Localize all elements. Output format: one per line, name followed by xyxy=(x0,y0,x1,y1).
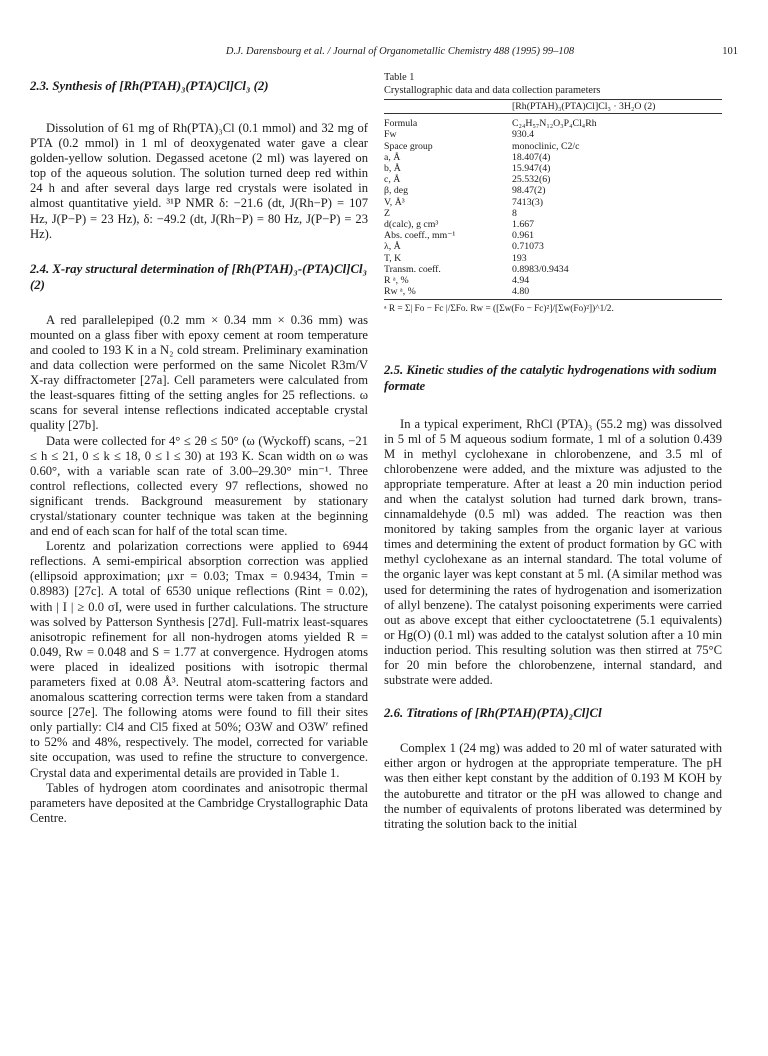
table-cell-label: a, Å xyxy=(384,151,401,163)
table-cell-label: Rw ᵃ, % xyxy=(384,286,416,298)
table-row xyxy=(384,129,722,140)
table-cell-label: Transm. coeff. xyxy=(384,263,441,275)
table-cell-value: C₂₄H₅₇N₁₂O₃P₄Cl₄Rh xyxy=(512,118,597,130)
table-cell-value: monoclinic, C2/c xyxy=(512,140,580,152)
table-cell-label: c, Å xyxy=(384,174,401,186)
table-cell-value: 0.71073 xyxy=(512,241,544,253)
section-2-5-heading: 2.5. Kinetic studies of the catalytic hydrogenations with sodium formate xyxy=(384,362,717,393)
section-2-5-paragraph: In a typical experiment, RhCl (PTA)₃ (55.2 mg) was dissolved in 5 ml of 5 M aqueous sodium formate, 1 ml of a solution 0.439 M in methyl cyclohexane in chlorobenzene, and 3.5 ml of chlorobenzene were added, and the mixture was adjusted to the appropriate temperature. After at least a 20 min induction period and when the catalyst solution had turned dark brown, trans-cinnamaldehyde (0.5 ml) was added. The reaction was then monitored by taking samples from the organic layer at various times and determining the extent of product formation by GC with methyl cyclohexane as an internal standard. The total volume of the organic layer was kept constant at 5 ml. (A similar method was used for determining the rates of hydrogenation and isomerization of allyl benzene). The catalyst poisoning experiments were carried out as above except that either cyclooctatetrene (5.1 equivalents) or Hg(O) (0.1 ml) was added to the catalyst solution after a 10 min induction period. This resulting solution was then stirred at 75°C for 20 min before the chlorobenzene, internal standard, and substrate were added. xyxy=(384,416,722,688)
table-cell-value: 0.8983/0.9434 xyxy=(512,263,569,275)
table-row xyxy=(384,174,722,185)
table-row xyxy=(384,275,722,286)
table-cell-value: 25.532(6) xyxy=(512,174,551,186)
section-2-3-heading: 2.3. Synthesis of [Rh(PTAH)₃(PTA)Cl]Cl₃ (2) xyxy=(30,79,269,93)
section-2-4-paragraph-2: Data were collected for 4° ≤ 2θ ≤ 50° (ω (Wyckoff) scans, −21 ≤ h ≤ 21, 0 ≤ k ≤ 18, 0 ≤ l ≤ 30) at 193 K. Scan width on ω was 0.60°, with a variable scan rate of 3.00–29.30° min⁻¹. Three control reflections, collected every 97 reflections, showed no significant trends. Background measurement by stationary crystal/stationary counter technique was taken at the beginning and end of each scan for half of the total scan time. xyxy=(30,433,368,539)
table-cell-label: Space group xyxy=(384,140,433,152)
table-cell-label: Formula xyxy=(384,118,418,130)
section-2-6-heading: 2.6. Titrations of [Rh(PTAH)(PTA)₂Cl]Cl xyxy=(384,706,602,721)
table-header-blank xyxy=(384,100,512,114)
section-2-4-paragraph-4: Tables of hydrogen atom coordinates and anisotropic thermal parameters have deposited at the Cambridge Crystallographic Data Centre. xyxy=(30,780,368,825)
table-cell-label: Z xyxy=(384,207,390,219)
table-row xyxy=(384,163,722,174)
table-cell-label: d(calc), g cm³ xyxy=(384,219,439,231)
table-row xyxy=(384,141,722,152)
table-cell-value: 193 xyxy=(512,252,527,264)
running-head: D.J. Darensbourg et al. / Journal of Organometallic Chemistry 488 (1995) 99–108 xyxy=(225,46,575,57)
table-cell-value: 930.4 xyxy=(512,129,535,141)
table-row xyxy=(384,286,722,299)
table-row xyxy=(384,264,722,275)
section-2-4-paragraph-3: Lorentz and polarization corrections were applied to 6944 reflections. A semi-empirical absorption correction was applied (ellipsoid approximation; μxr = 0.03; Tmax = 0.9434, Tmin = 0.8983) [27c]. A total of 6530 unique reflections (Rint = 0.02), with | I | ≥ 0.0 σI, were used in further calculations. The structure was solved by Patterson Synthesis [27d]. Full-matrix least-squares anisotropic refinement for all non-hydrogen atoms yielded R = 0.049, Rw = 0.048 and S = 1.77 at convergence. Hydrogen atoms were placed in idealized positions with isotropic thermal parameters fixed at 0.08 Å³. Neutral atom-scattering factors and anomalous scattering correction terms were taken from a standard source [27e]. The following atoms were found to fill their sites only partially: Cl4 and Cl5 fixed at 50%; O3W and O3W′ refined to 52% and 48%, respectively. The model, corrected for variable site occupation, was used to refine the structure to convergence. Crystal data and experimental details are provided in Table 1. xyxy=(30,539,368,780)
table-cell-label: Abs. coeff., mm⁻¹ xyxy=(384,230,456,242)
table-row xyxy=(384,241,722,252)
table-row xyxy=(384,253,722,264)
table-cell-label: β, deg xyxy=(384,185,409,197)
table-cell-value: 98.47(2) xyxy=(512,185,546,197)
right-column xyxy=(384,72,722,832)
table-cell-label: R ᵃ, % xyxy=(384,275,409,287)
page-number: 101 xyxy=(722,46,738,57)
table-cell-value: 18.407(4) xyxy=(512,151,551,163)
table-column-header: [Rh(PTAH)₃(PTA)Cl]Cl₃ · 3H₂O (2) xyxy=(512,100,722,114)
table-cell-label: V, Å³ xyxy=(384,196,405,208)
section-2-4-paragraph-1: A red parallelepiped (0.2 mm × 0.34 mm × 0.36 mm) was mounted on a glass fiber with epoxy cement at room temperature and cooled to 193 K in a N₂ cold stream. Preliminary examination and data collection were performed on the same Nicolet R3m/V X-ray diffractometer [27a]. Cell parameters were calculated from the least-squares fitting of the setting angles for 25 reflections. ω scans for several intense reflections indicated acceptable crystal quality [27b]. xyxy=(30,312,368,433)
section-2-4-heading: 2.4. X-ray structural determination of [Rh(PTAH)₃-(PTA)Cl]Cl₃ (2) xyxy=(30,261,368,292)
table-1-label: Table 1 xyxy=(384,72,415,83)
section-2-3-paragraph: Dissolution of 61 mg of Rh(PTA)₃Cl (0.1 mmol) and 32 mg of PTA (0.2 mmol) in 1 ml of deoxygenated water gave a clear golden-yellow solution. Degassed acetone (2 ml) was layered on top of the aqueous solution. The solution turned deep red within 24 h and after several days large red crystals were isolated in almost quantitative yield. ³¹P NMR δ: −21.6 (dt, J(Rh−P) = 107 Hz, J(P−P) = 23 Hz), δ: −49.2 (dt, J(Rh−P) = 80 Hz, J(P−P) = 23 Hz). xyxy=(30,121,368,241)
table-1-caption: Crystallographic data and data collection parameters xyxy=(384,84,601,96)
table-1-footnote: ᵃ R = Σ| Fo − Fc |/ΣFo. Rw = ([Σw(Fo − Fc)²]/[Σw(Fo)²])^1/2. xyxy=(384,299,722,317)
table-cell-value: 4.80 xyxy=(512,286,530,298)
table-1 xyxy=(384,99,722,299)
table-row xyxy=(384,197,722,208)
section-2-6-paragraph: Complex 1 (24 mg) was added to 20 ml of water saturated with either argon or hydrogen at the appropriate temperature. The pH was then either kept constant by the addition of 0.193 M KOH by the autoburette and titrator or the pH was allowed to change and the number of equivalents of protons liberated was determined by titrating the solution back to the initial xyxy=(384,741,722,831)
table-cell-value: 4.94 xyxy=(512,275,530,287)
table-row xyxy=(384,219,722,230)
table-cell-label: λ, Å xyxy=(384,241,401,253)
table-cell-value: 0.961 xyxy=(512,230,535,242)
table-cell-value: 7413(3) xyxy=(512,196,544,208)
table-row xyxy=(384,230,722,241)
table-row xyxy=(384,208,722,219)
table-row xyxy=(384,114,722,130)
table-cell-value: 15.947(4) xyxy=(512,163,551,175)
table-cell-label: b, Å xyxy=(384,163,401,175)
table-cell-label: T, K xyxy=(384,252,402,264)
table-cell-label: Fw xyxy=(384,129,397,141)
table-cell-value: 8 xyxy=(512,207,517,219)
table-row xyxy=(384,185,722,196)
table-row xyxy=(384,152,722,163)
left-column xyxy=(30,72,368,826)
table-cell-value: 1.667 xyxy=(512,219,535,231)
